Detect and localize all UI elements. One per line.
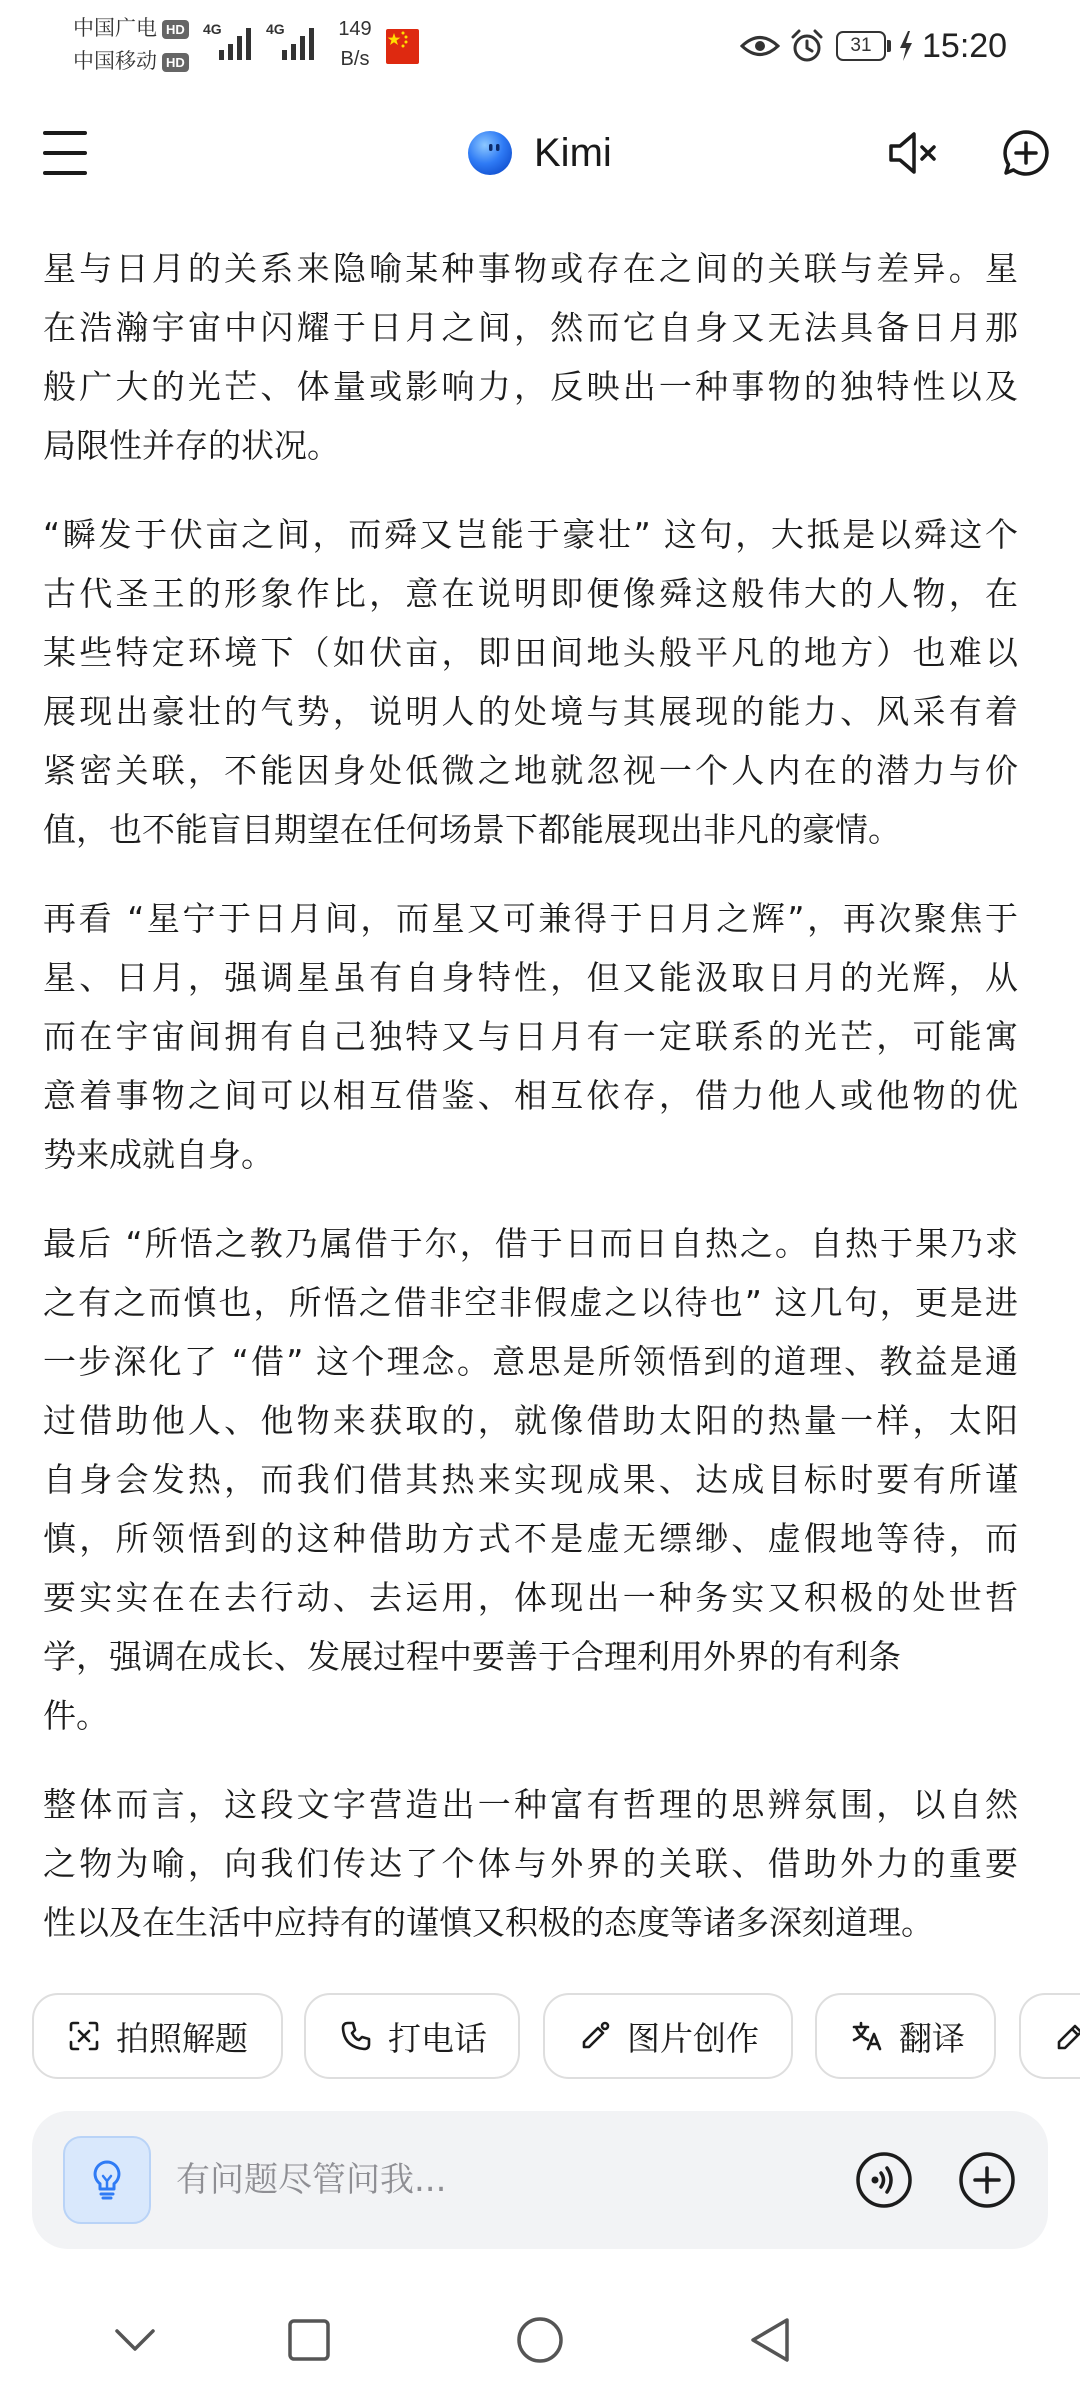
text-line: 过借助他人、他物来获取的，就像借助太阳的热量一样，太阳 (43, 1401, 1018, 1440)
scan-solve-icon (68, 2020, 100, 2052)
signal-icon (282, 26, 314, 60)
flag-icon (386, 29, 419, 64)
chip-translate[interactable] (815, 1993, 996, 2079)
text-line: 紧密关联，不能因身处低微之地就忽视一个人内在的潜力与价 (43, 751, 1018, 790)
translate-icon (851, 2020, 883, 2052)
home-icon[interactable] (517, 2317, 563, 2363)
speed-unit: B/s (340, 48, 370, 70)
battery-level: 31 (850, 35, 872, 56)
chevron-down-icon[interactable] (113, 2327, 157, 2353)
chat-response (43, 214, 1018, 1976)
plus-icon[interactable] (958, 2151, 1016, 2209)
text-line: 要实实在在去行动、去运用，体现出一种务实又积极的处世哲 (43, 1578, 1018, 1617)
chip-label: 打电话 (388, 2018, 487, 2058)
text-line: 整体而言，这段文字营造出一种富有哲理的思辨氛围，以自然 (43, 1785, 1018, 1824)
paragraph (43, 505, 1018, 859)
text-line: 一步深化了 “借” 这个理念。意思是所领悟到的道理、教益是通 (43, 1342, 1018, 1381)
chip-label: 图片创作 (627, 2018, 759, 2058)
speed-value: 149 (338, 18, 372, 40)
text-line: 而在宇宙间拥有自己独特又与日月有一定联系的光芒，可能寓 (43, 1017, 1018, 1056)
menu-icon[interactable] (43, 131, 87, 175)
paragraph (43, 1214, 1018, 1745)
chip-phone-call[interactable] (304, 1993, 520, 2079)
text-line: 学，强调在成长、发展过程中要善于合理利用外界的有利条 (43, 1637, 901, 1676)
carrier-1-name: 中国广电 (73, 16, 157, 40)
image-create-icon (579, 2020, 611, 2052)
signal-1 (203, 22, 253, 64)
text-line: 展现出豪壮的气势，说明人的处境与其展现的能力、风采有着 (43, 692, 1018, 731)
suggestion-chips (0, 1993, 1080, 2079)
chip-label: 拍照解题 (116, 2018, 248, 2058)
chip-photo-solve[interactable] (32, 1993, 283, 2079)
carrier-1 (73, 13, 189, 43)
text-line: 之有之而慎也，所悟之借非空非假虚之以待也” 这几句，更是进 (43, 1283, 1018, 1322)
message-input[interactable] (176, 2150, 816, 2210)
text-line: 势来成就自身。 (43, 1135, 274, 1174)
text-line: 之物为喻，向我们传达了个体与外界的关联、借助外力的重要 (43, 1844, 1018, 1883)
pencil-icon (1055, 2020, 1080, 2052)
network-type-1: 4G (203, 21, 222, 37)
text-line: 意着事物之间可以相互借鉴、相互依存，借力他人或他物的优 (43, 1076, 1018, 1115)
text-line: 件。 (43, 1696, 109, 1735)
phone-icon (340, 2020, 372, 2052)
lightbulb-icon (85, 2158, 129, 2202)
signal-2 (266, 22, 316, 64)
text-line: 某些特定环境下（如伏亩，即田间地头般平凡的地方）也难以 (43, 633, 1018, 672)
page-title: Kimi (534, 131, 612, 175)
eye-icon (740, 33, 780, 59)
message-composer (32, 2111, 1048, 2249)
mute-icon[interactable] (887, 130, 939, 176)
carrier-2-hd-badge: HD (162, 53, 189, 72)
text-line: 最后 “所悟之教乃属借于尔，借于日而日自热之。自热于果乃求 (43, 1224, 1018, 1263)
text-line: 自身会发热，而我们借其热来实现成果、达成目标时要有所谨 (43, 1460, 1018, 1499)
text-line: 局限性并存的状况。 (43, 426, 340, 465)
text-line: 性以及在生活中应持有的谨慎又积极的态度等诸多深刻道理。 (43, 1903, 934, 1942)
chip-image-create[interactable] (543, 1993, 793, 2079)
network-type-2: 4G (266, 21, 285, 37)
clock: 15:20 (922, 27, 1008, 65)
text-line: 在浩瀚宇宙中闪耀于日月之间，然而它自身又无法具备日月那 (43, 308, 1018, 347)
text-line: 再看 “星宁于日月间，而星又可兼得于日月之辉”，再次聚焦于 (43, 899, 1018, 938)
text-line: 古代圣王的形象作比，意在说明即便像舜这般伟大的人物，在 (43, 574, 1018, 613)
recents-icon[interactable] (288, 2319, 330, 2361)
battery-nub (887, 40, 891, 52)
alarm-icon (789, 28, 825, 64)
text-line: “瞬发于伏亩之间，而舜又岂能于豪壮” 这句，大抵是以舜这个 (43, 515, 1018, 554)
inspiration-button[interactable] (63, 2136, 151, 2224)
network-speed (333, 14, 377, 74)
new-chat-icon[interactable] (1002, 129, 1050, 177)
charging-icon (899, 31, 913, 61)
carrier-1-hd-badge: HD (162, 20, 189, 39)
paragraph (43, 1775, 1018, 1952)
carrier-2 (73, 46, 189, 76)
paragraph (43, 889, 1018, 1184)
carrier-2-name: 中国移动 (73, 49, 157, 73)
chip-label: 翻译 (899, 2018, 965, 2058)
text-line: 星、日月，强调星虽有自身特性，但又能汲取日月的光辉，从 (43, 958, 1018, 997)
kimi-logo-icon (467, 130, 513, 176)
voice-call-icon[interactable] (855, 2151, 913, 2209)
text-line: 般广大的光芒、体量或影响力，反映出一种事物的独特性以及 (43, 367, 1018, 406)
text-line: 慎，所领悟到的这种借助方式不是虚无缥缈、虚假地等待，而 (43, 1519, 1018, 1558)
signal-icon (219, 26, 251, 60)
back-icon[interactable] (747, 2316, 791, 2364)
paragraph (43, 239, 1018, 475)
text-line: 星与日月的关系来隐喻某种事物或存在之间的关联与差异。星 (43, 249, 1018, 288)
chip-writing[interactable] (1019, 1993, 1080, 2079)
battery-icon (836, 31, 886, 61)
text-line: 值，也不能盲目期望在任何场景下都能展现出非凡的豪情。 (43, 810, 901, 849)
